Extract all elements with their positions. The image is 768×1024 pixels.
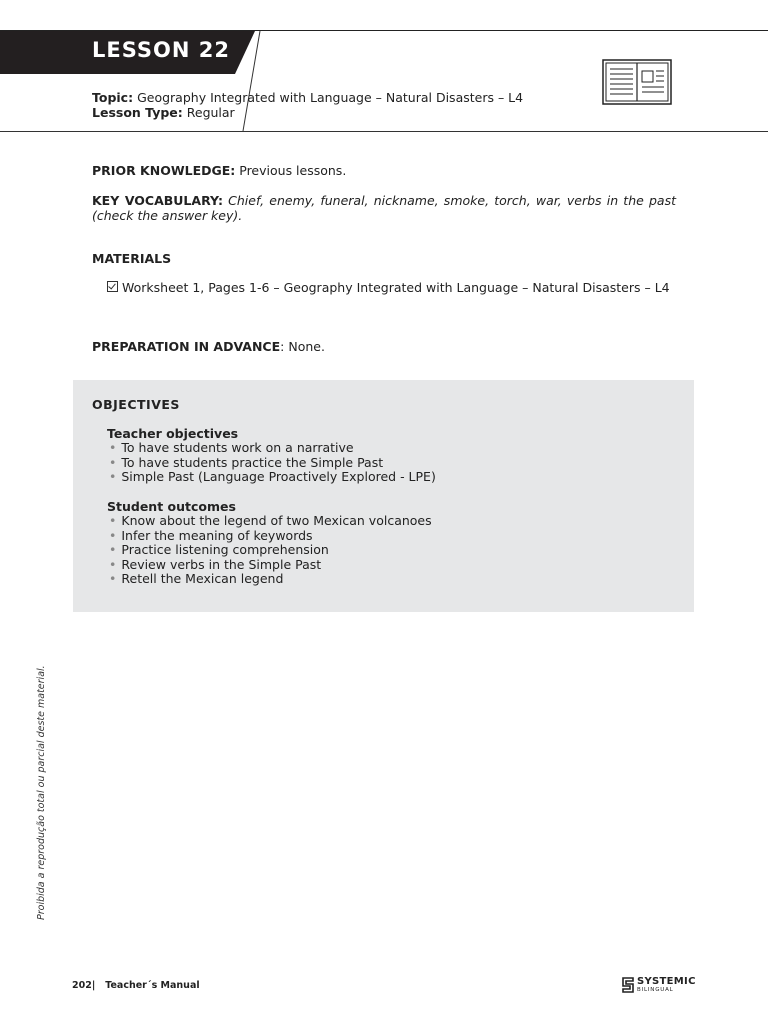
materials-title: MATERIALS [92,251,172,266]
prior-knowledge [92,163,676,178]
systemic-logo-icon [621,977,635,993]
brand-subtitle: BILINGUAL [637,987,674,993]
checkbox-icon [107,281,118,292]
preparation [92,339,676,354]
objectives-title: OBJECTIVES [92,397,180,412]
list-item: • To have students practice the Simple Past [109,456,436,471]
manual-label: Teacher´s Manual [105,980,200,991]
preparation-value: : None. [280,339,325,354]
key-vocabulary-label: KEY VOCABULARY: [92,193,223,208]
teacher-objectives-title: Teacher objectives [107,426,239,441]
list-item: • Practice listening comprehension [109,543,432,558]
topic-block [92,90,523,120]
list-item: • Infer the meaning of keywords [109,529,432,544]
materials-item [107,280,676,295]
page-number: 202| [72,980,96,991]
topic-line [92,90,523,105]
lesson-type-line [92,105,523,120]
topic-value: Geography Integrated with Language – Natural Disasters – L4 [133,90,524,105]
materials-item-text: Worksheet 1, Pages 1-6 – Geography Integrated with Language – Natural Disasters – L4 [122,280,670,295]
book-icon [602,59,672,105]
header-bottom-rule [0,131,768,132]
key-vocabulary [92,193,676,223]
footer [72,980,200,991]
copyright-side-note: Proibida a reprodução total ou parcial deste material. [36,665,47,920]
list-item: • Simple Past (Language Proactively Explored - LPE) [109,470,436,485]
list-item: • Know about the legend of two Mexican volcanoes [109,514,432,529]
prior-knowledge-value: Previous lessons. [235,163,347,178]
lesson-type-label: Lesson Type: [92,105,183,120]
key-vocabulary-value: Chief, enemy, funeral, nickname, smoke, torch, war, verbs in the past (check the answer key). [92,193,676,223]
prior-knowledge-label: PRIOR KNOWLEDGE: [92,163,236,178]
list-item: • To have students work on a narrative [109,441,436,456]
list-item: • Review verbs in the Simple Past [109,558,432,573]
teacher-objectives-list [109,441,436,485]
lesson-title: LESSON 22 [92,38,230,62]
preparation-label: PREPARATION IN ADVANCE [92,339,281,354]
student-outcomes-title: Student outcomes [107,499,236,514]
lesson-type-value: Regular [182,105,235,120]
objectives-panel [73,380,694,612]
list-item: • Retell the Mexican legend [109,572,432,587]
brand-name: SYSTEMIC [637,976,696,987]
student-outcomes-list [109,514,432,587]
topic-label: Topic: [92,90,134,105]
